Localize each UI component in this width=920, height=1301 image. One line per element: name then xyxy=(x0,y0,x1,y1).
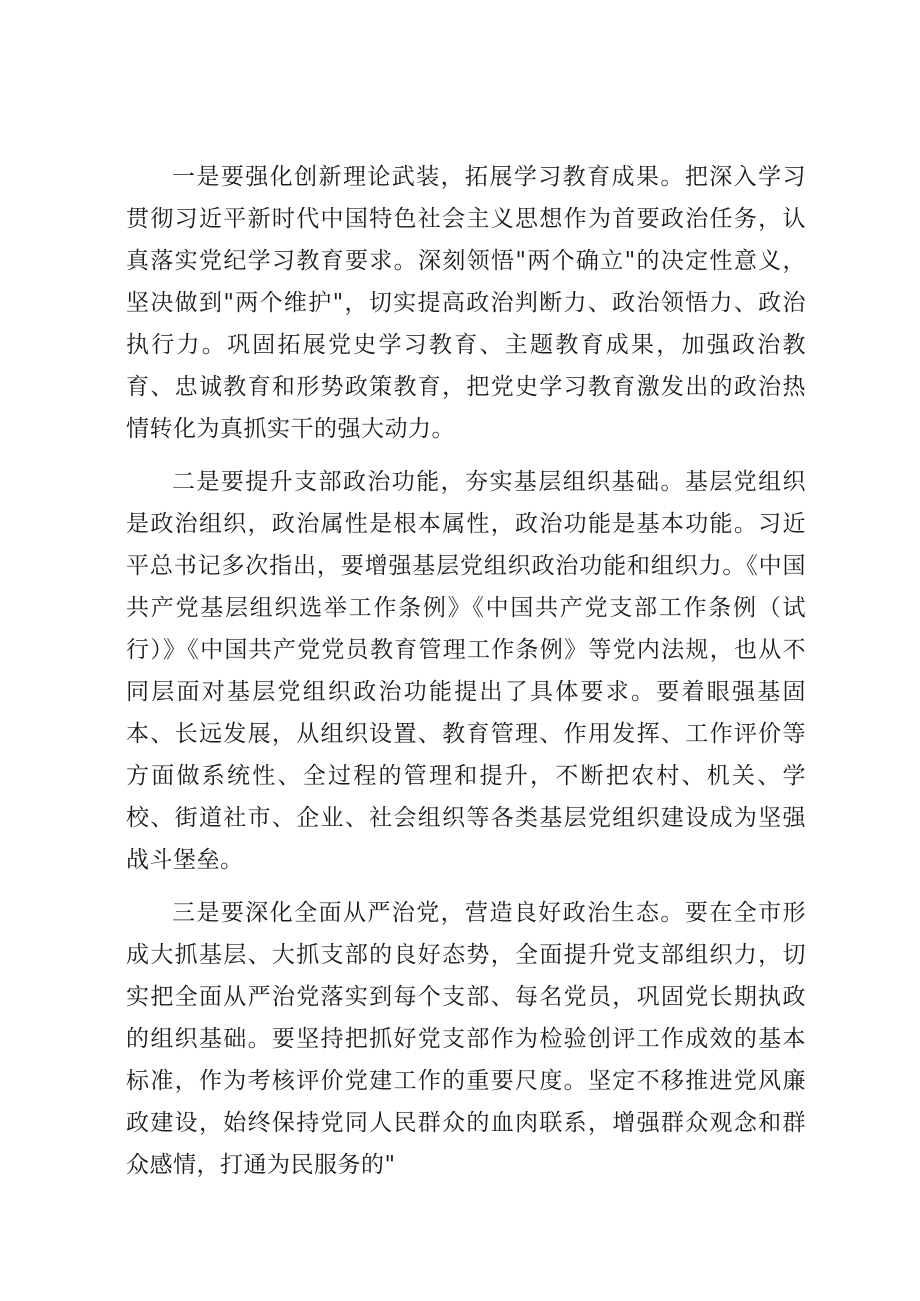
paragraph-3: 三是要深化全面从严治党，营造良好政治生态。要在全市形成大抓基层、大抓支部的良好态势，全面提升党支部组织力，切实把全面从严治党落实到每个支部、每名党员，巩固党长期执政的组织基础。要坚持把抓好党支部作为检验创评工作成效的基本标准，作为考核评价党建工作的重要尺度。坚定不移推进党风廉政建设，始终保持党同人民群众的血肉联系，增强群众观念和群众感情，打通为民服务的" xyxy=(126,900,806,1178)
document-body xyxy=(126,156,806,1197)
paragraph-1: 一是要强化创新理论武装，拓展学习教育成果。把深入学习贯彻习近平新时代中国特色社会主义思想作为首要政治任务，认真落实党纪学习教育要求。深刻领悟"两个确立"的决定性意义，坚决做到"两个维护"，切实提高政治判断力、政治领悟力、政治执行力。巩固拓展党史学习教育、主题教育成果，加强政治教育、忠诚教育和形势政策教育，把党史学习教育激发出的政治热情转化为真抓实干的强大动力。 xyxy=(126,164,806,442)
paragraph-2: 二是要提升支部政治功能，夯实基层组织基础。基层党组织是政治组织，政治属性是根本属性，政治功能是基本功能。习近平总书记多次指出，要增强基层党组织政治功能和组织力。《中国共产党基层组织选举工作条例》《中国共产党支部工作条例（试行）》《中国共产党党员教育管理工作条例》等党内法规，也从不同层面对基层党组织政治功能提出了具体要求。要着眼强基固本、长远发展，从组织设置、教育管理、作用发挥、工作评价等方面做系统性、全过程的管理和提升，不断把农村、机关、学校、街道社市、企业、社会组织等各类基层党组织建设成为坚强战斗堡垒。 xyxy=(126,469,806,873)
